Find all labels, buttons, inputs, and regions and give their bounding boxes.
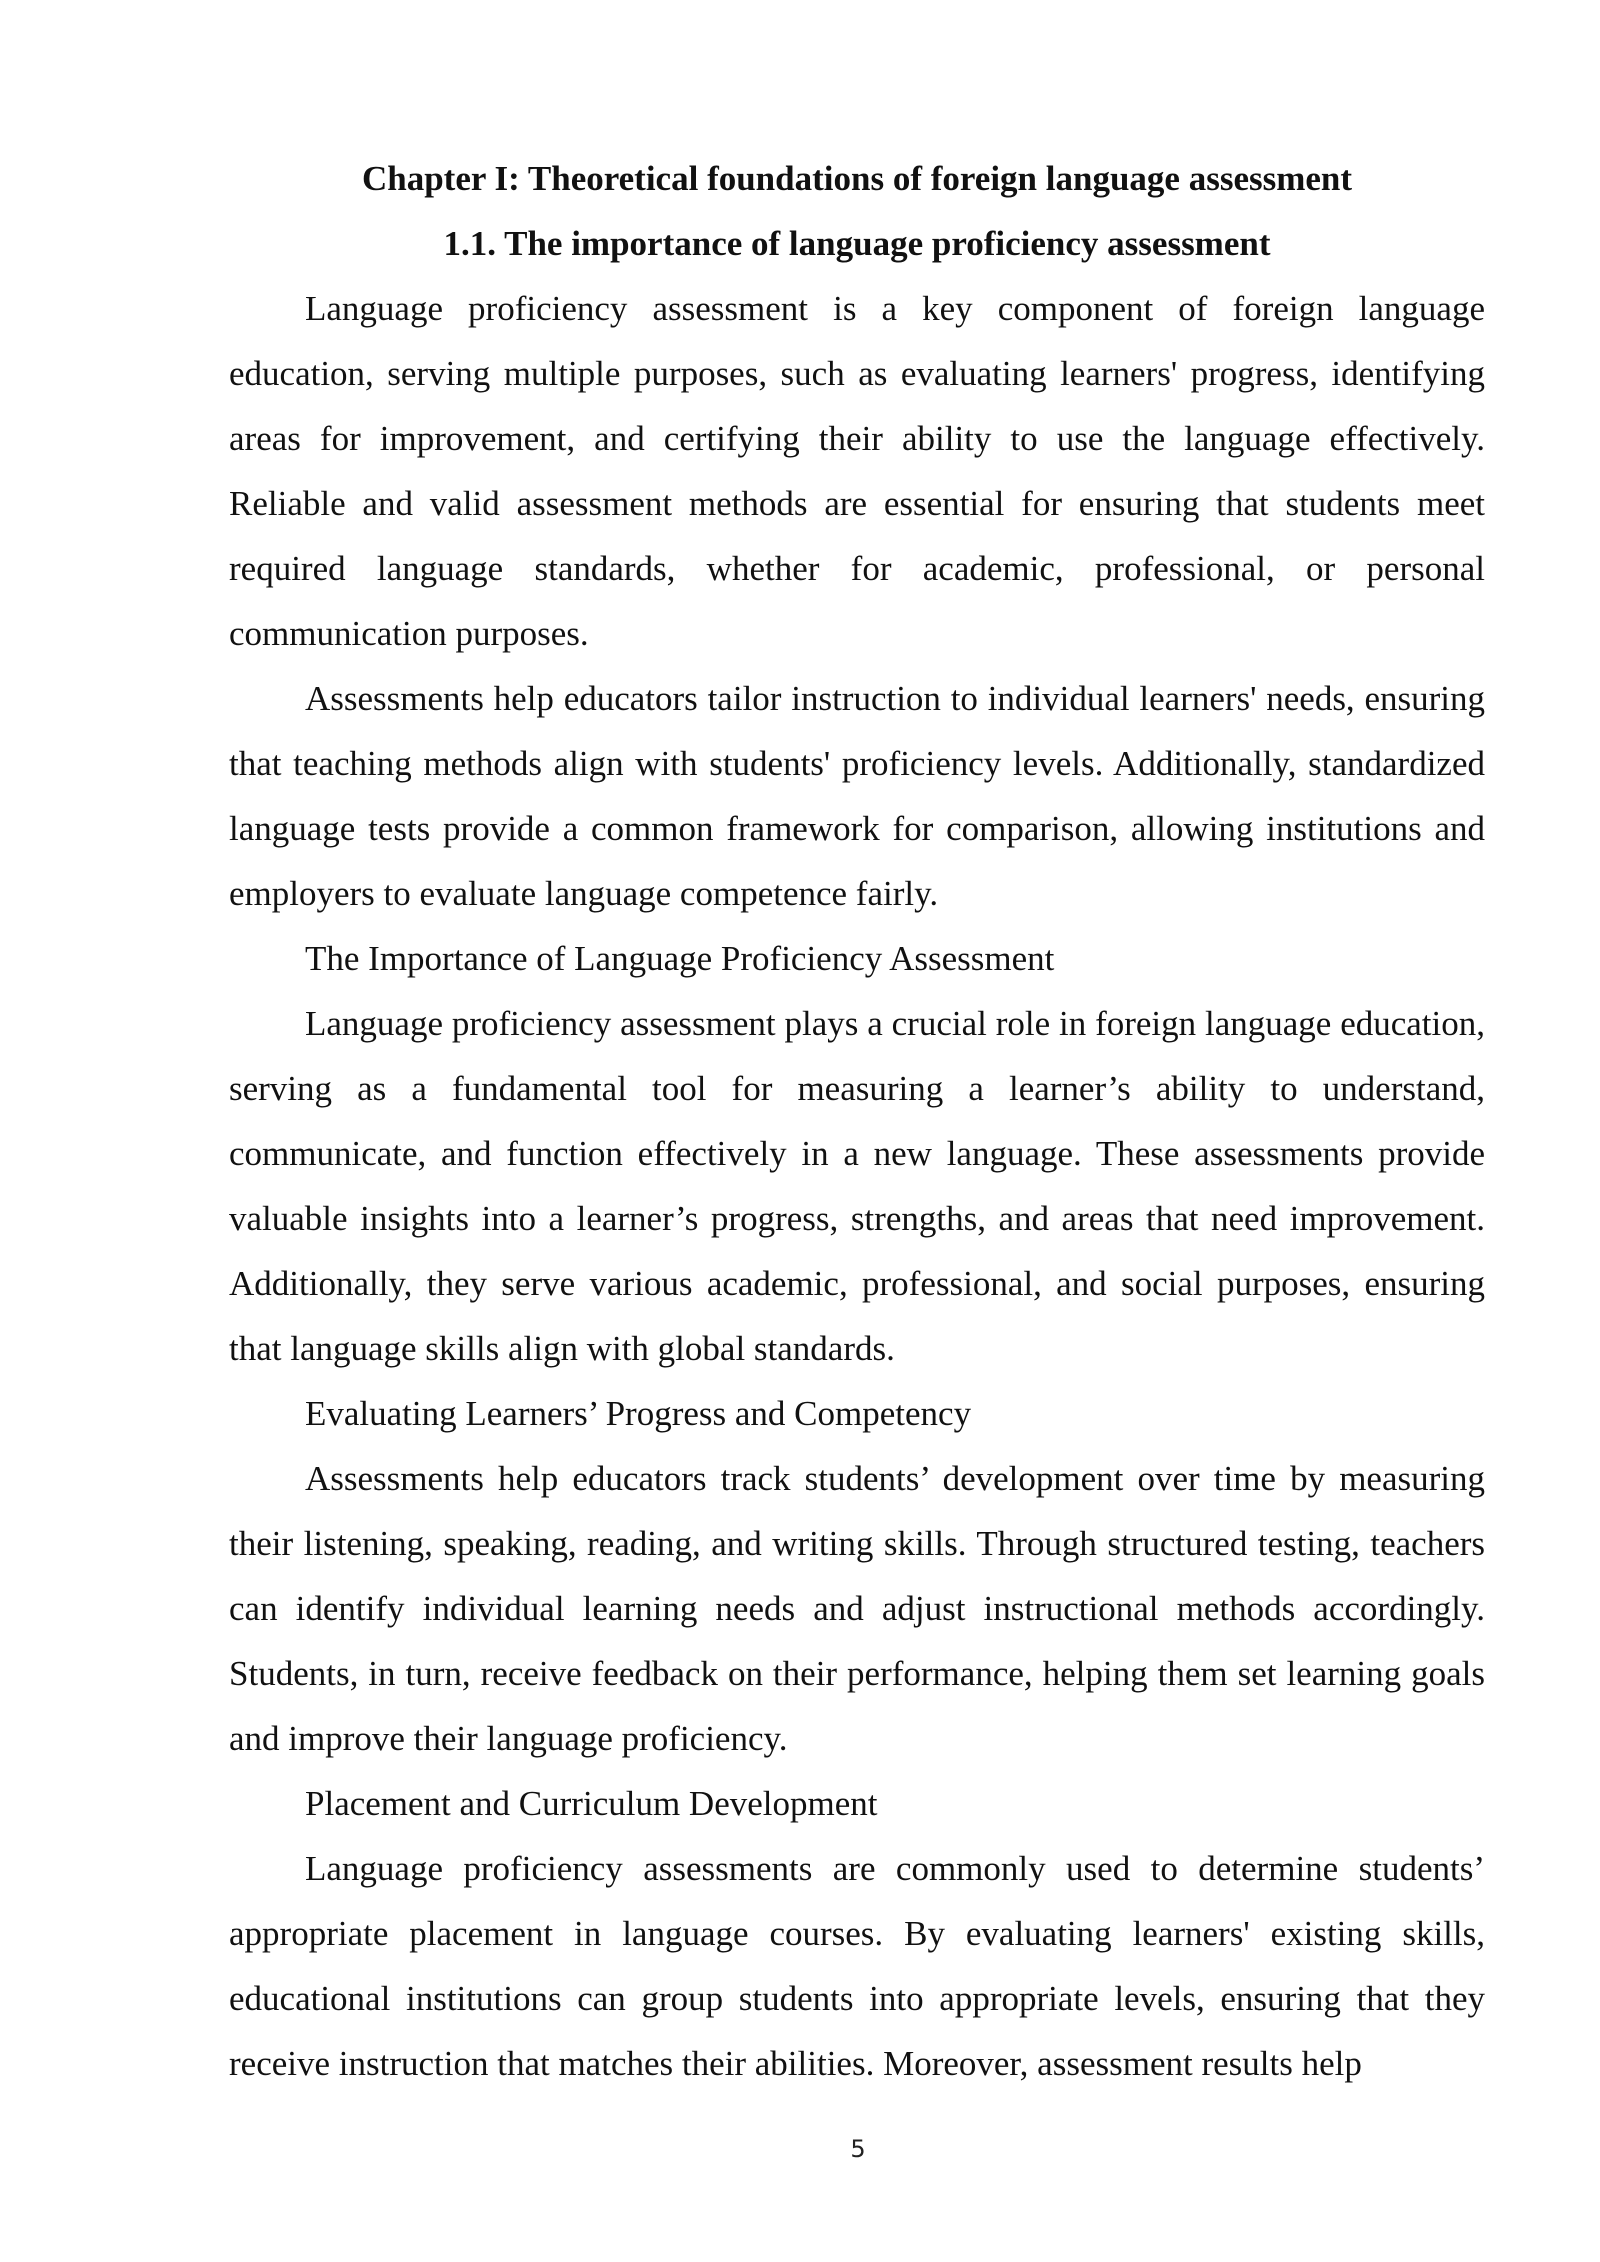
subheading-progress: Evaluating Learners’ Progress and Competency <box>305 1394 972 1433</box>
paragraph-5: Language proficiency assessments are commonly used to determine students’ appropriate placement in language courses. By evaluating learners' existing skills, educational institutions can group students into appropriate levels, ensuring that they receive instruction that matches their abilities. Moreover, assessment results help <box>229 1849 1485 2083</box>
chapter-title: Chapter I: Theoretical foundations of foreign language assessment <box>361 159 1353 198</box>
section-title: 1.1. The importance of language proficiency assessment <box>443 224 1271 263</box>
subheading-placement: Placement and Curriculum Development <box>305 1784 878 1823</box>
paragraph-4: Assessments help educators track students’ development over time by measuring their listening, speaking, reading, and writing skills. Through structured testing, teachers can identify individual learning needs and adjust instructional methods accordingly. Students, in turn, receive feedback on their performance, helping them set learning goals and improve their language proficiency. <box>229 1459 1485 1758</box>
paragraph-3: Language proficiency assessment plays a crucial role in foreign language education, serving as a fundamental tool for measuring a learner’s ability to understand, communicate, and function effectively in a new language. These assessments provide valuable insights into a learner’s progress, strengths, and areas that need improvement. Additionally, they serve various academic, professional, and social purposes, ensuring that language skills align with global standards. <box>229 1004 1485 1368</box>
page-number: 5 <box>850 2135 866 2163</box>
subheading-importance: The Importance of Language Proficiency Assessment <box>305 939 1055 978</box>
paragraph-2: Assessments help educators tailor instruction to individual learners' needs, ensuring that teaching methods align with students' proficiency levels. Additionally, standardized language tests provide a common framework for comparison, allowing institutions and employers to evaluate language competence fairly. <box>229 679 1485 913</box>
page-content <box>229 146 1485 2096</box>
paragraph-1: Language proficiency assessment is a key component of foreign language education, serving multiple purposes, such as evaluating learners' progress, identifying areas for improvement, and certifying their ability to use the language effectively. Reliable and valid assessment methods are essential for ensuring that students meet required language standards, whether for academic, professional, or personal communication purposes. <box>229 289 1485 653</box>
